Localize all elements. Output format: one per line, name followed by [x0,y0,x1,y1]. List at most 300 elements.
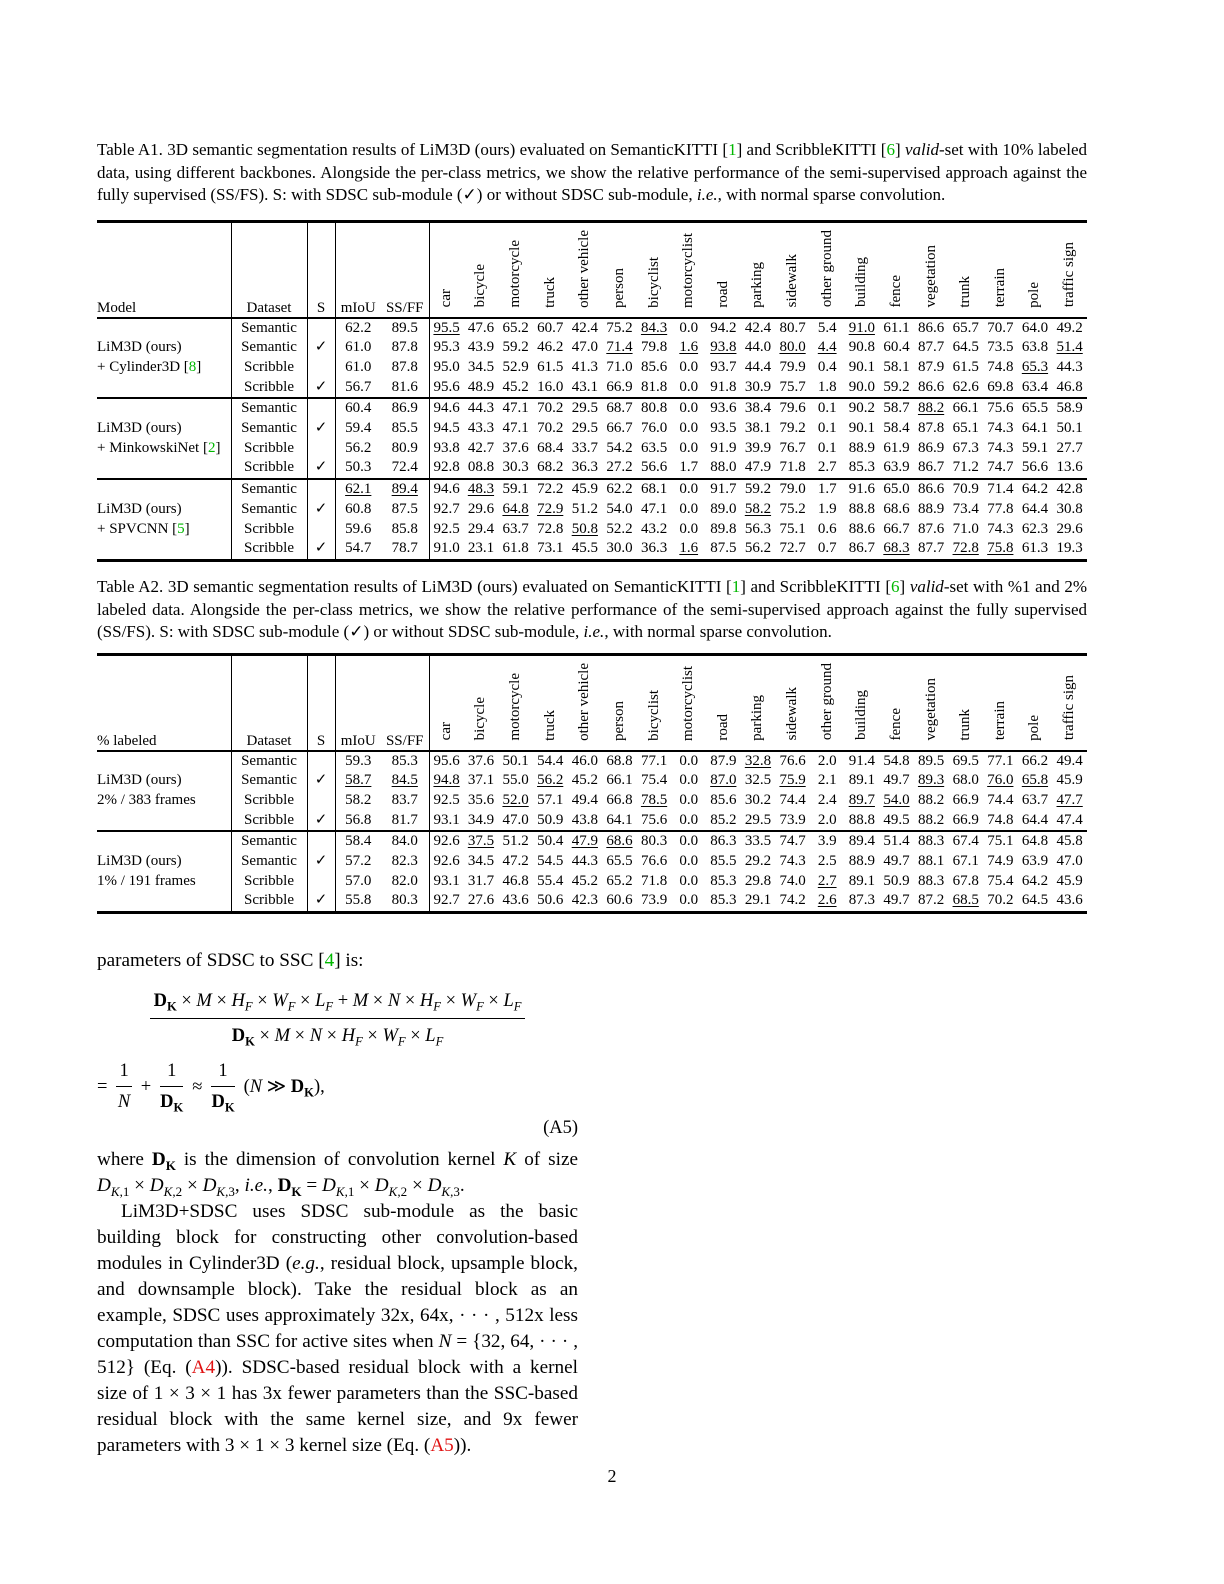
class-metric-cell: 87.3 [848,892,875,909]
sdsc-check-cell: ✓ [307,811,335,832]
class-header-sidewalk: sidewalk [775,655,810,751]
class-metric-cell: 38.1 [744,420,772,437]
class-metric-cell: 60.6 [606,892,633,909]
class-metric-cell: 64.8 [1018,831,1053,852]
class-metric-cell: 66.1 [948,398,983,419]
class-metric-cell: 38.4 [741,398,776,419]
ssff-cell: 80.3 [381,891,429,912]
class-metric-cell: 19.3 [1056,540,1083,557]
sdsc-check-cell [307,520,335,540]
class-metric-cell: 57.1 [537,791,564,808]
class-metric-cell: 61.5 [537,358,564,375]
class-header-trunk: trunk [948,222,983,318]
class-metric-cell: 71.4 [983,479,1018,500]
class-metric-cell: 0.0 [679,791,699,808]
class-metric-cell: 45.2 [571,872,598,889]
class-header-motorcycle: motorcycle [498,655,533,751]
class-metric-cell: 74.7 [775,831,810,852]
class-metric-cell: 49.5 [883,811,910,828]
class-metric-cell: 55.4 [537,872,564,889]
class-metric-cell: 44.3 [464,398,499,419]
class-metric-cell: 27.7 [1056,439,1083,456]
class-metric-cell: 74.8 [987,358,1014,375]
class-metric-cell: 76.7 [779,439,806,456]
class-metric-cell: 95.5 [429,318,464,339]
class-metric-cell: 74.2 [779,892,806,909]
sdsc-check-cell: ✓ [307,771,335,791]
class-metric-cell: 27.6 [467,892,495,909]
class-metric-cell: 47.0 [571,339,598,356]
class-metric-cell: 73.4 [952,500,979,517]
class-metric-cell: 89.1 [848,772,875,789]
ssff-cell: 85.5 [381,419,429,439]
class-metric-cell: 68.0 [952,772,979,789]
class-metric-cell: 78.5 [640,791,668,808]
col-header-ssff: SS/FF [381,222,429,318]
citation-link[interactable]: 4 [324,950,335,971]
sdsc-check-cell [307,439,335,459]
class-metric-cell: 30.2 [744,791,772,808]
equation-token: $\frac{1}{D_K}$ [160,1058,183,1115]
class-metric-cell: 47.6 [464,318,499,339]
class-metric-cell: 44.0 [744,339,772,356]
class-metric-cell: 1.7 [810,479,845,500]
class-metric-cell: 51.2 [498,831,533,852]
class-metric-cell: 66.2 [1018,751,1053,772]
class-metric-cell: 88.2 [917,811,945,828]
class-metric-cell: 2.7 [817,872,837,889]
class-metric-cell: 89.5 [914,751,949,772]
equation-a5 [97,988,578,1141]
class-metric-cell: 29.5 [744,811,772,828]
class-metric-cell: 30.3 [502,459,529,476]
class-metric-cell: 92.5 [433,791,460,808]
sdsc-check-cell: ✓ [307,891,335,912]
class-metric-cell: 68.1 [637,479,672,500]
class-metric-cell: 43.9 [467,339,495,356]
sdsc-check-cell: ✓ [307,338,335,358]
class-metric-cell: 08.8 [467,459,495,476]
class-metric-cell: 68.7 [602,398,637,419]
class-metric-cell: 0.0 [671,398,706,419]
class-metric-cell: 52.0 [502,791,529,808]
class-metric-cell: 88.9 [917,500,945,517]
class-metric-cell: 85.6 [710,791,737,808]
class-metric-cell: 94.2 [706,318,741,339]
sdsc-check-cell: ✓ [307,500,335,520]
class-metric-cell: 59.2 [502,339,529,356]
ssff-cell: 80.9 [381,439,429,459]
class-metric-cell: 49.4 [571,791,598,808]
dataset-cell: Semantic [231,831,307,852]
sdsc-check-cell: ✓ [307,378,335,399]
sdsc-check-cell [307,479,335,500]
class-metric-cell: 51.2 [571,500,598,517]
equation-token: $\frac{1}{N}$ [116,1058,131,1115]
citation-link[interactable]: 1 [731,577,741,596]
class-metric-cell: 87.9 [706,751,741,772]
class-metric-cell: 45.9 [568,479,603,500]
class-metric-cell: 49.7 [883,892,910,909]
class-metric-cell: 75.6 [640,811,668,828]
class-metric-cell: 43.2 [640,520,668,537]
class-metric-cell: 74.0 [779,872,806,889]
fraction-denominator: $D_K \times M \times N \times H_F \times W_F \times L_F$ [231,1026,444,1049]
class-metric-cell: 74.3 [987,520,1014,537]
dataset-cell: Scribble [231,358,307,378]
class-metric-cell: 50.6 [537,892,564,909]
class-metric-cell: 63.7 [502,520,529,537]
class-metric-cell: 50.9 [883,872,910,889]
class-metric-cell: 32.8 [741,751,776,772]
class-metric-cell: 1.7 [679,459,699,476]
class-metric-cell: 29.6 [1056,520,1083,537]
class-metric-cell: 66.1 [606,772,633,789]
class-metric-cell: 62.6 [952,378,979,395]
class-header-fence: fence [879,222,914,318]
class-metric-cell: 64.4 [1021,500,1049,517]
class-metric-cell: 88.2 [914,398,949,419]
row-group-label: LiM3D (ours) + Cylinder3D [8] [97,318,231,399]
class-metric-cell: 0.1 [817,420,837,437]
row-group-label: LiM3D (ours) + MinkowskiNet [2] [97,398,231,479]
class-metric-cell: 74.3 [987,439,1014,456]
class-header-traffic-sign: traffic sign [1052,655,1087,751]
citation-link[interactable]: 6 [886,140,895,159]
class-header-fence: fence [879,655,914,751]
class-metric-cell: 58.9 [1052,398,1087,419]
class-metric-cell: 56.6 [1021,459,1049,476]
class-metric-cell: 42.7 [467,439,495,456]
dataset-cell: Semantic [231,852,307,872]
class-header-terrain: terrain [983,655,1018,751]
dataset-cell: Scribble [231,378,307,399]
row-group-label: LiM3D (ours) 1% / 191 frames [97,831,231,912]
class-header-vegetation: vegetation [914,222,949,318]
class-metric-cell: 70.2 [537,420,564,437]
class-metric-cell: 36.3 [640,540,668,557]
class-metric-cell: 68.3 [883,540,910,557]
class-metric-cell: 91.0 [845,318,880,339]
class-header-parking: parking [741,222,776,318]
class-metric-cell: 30.8 [1056,500,1083,517]
equation-label: (A5) [543,1118,578,1138]
miou-cell: 55.8 [345,892,372,909]
class-metric-cell: 87.2 [917,892,945,909]
class-metric-cell: 45.9 [1056,872,1083,889]
dataset-cell: Scribble [231,539,307,560]
class-metric-cell: 75.6 [983,398,1018,419]
class-metric-cell: 80.7 [775,318,810,339]
class-metric-cell: 13.6 [1056,459,1083,476]
citation-link[interactable]: 6 [891,577,900,596]
class-header-motorcycle: motorcycle [498,222,533,318]
ssff-cell: 84.5 [381,771,429,791]
class-metric-cell: 88.1 [917,853,945,870]
col-header-s: S [307,222,335,318]
class-metric-cell: 79.6 [775,398,810,419]
miou-cell: 59.4 [345,420,372,437]
class-metric-cell: 75.7 [779,378,806,395]
class-header-bicycle: bicycle [464,222,499,318]
class-metric-cell: 0.0 [679,892,699,909]
class-metric-cell: 75.4 [987,872,1014,889]
class-metric-cell: 91.9 [710,439,737,456]
paragraph-main: LiM3D+SDSC uses SDSC sub-module as the basic building block for constructing other convolution-based modules in Cylinder3D (e.g., residual block, upsample block, and downsample block). Take the residual block as an example, SDSC uses approximately 32x, 64x, · · · , 512x less computation than SSC for active sites when N = {32, 64, · · · , 512} (Eq. (A4)). SDSC-based residual block with a kernel size of 1 × 3 × 1 has 3x fewer parameters than the SSC-based residual block with the same kernel size, and 9x fewer parameters with 3 × 1 × 3 kernel size (Eq. (A5)). [97,1201,578,1456]
class-metric-cell: 47.0 [1056,853,1083,870]
class-metric-cell: 75.1 [779,520,806,537]
class-metric-cell: 85.3 [710,892,737,909]
class-metric-cell: 43.6 [1056,892,1083,909]
class-metric-cell: 64.8 [502,500,529,517]
class-metric-cell: 1.6 [679,540,699,557]
class-metric-cell: 65.7 [948,318,983,339]
class-metric-cell: 80.3 [637,831,672,852]
class-header-motorcyclist: motorcyclist [671,655,706,751]
page-number: 2 [607,1466,617,1486]
class-metric-cell: 92.7 [433,500,460,517]
miou-cell: 50.3 [345,459,372,476]
class-metric-cell: 2.7 [817,459,837,476]
class-metric-cell: 95.6 [433,378,460,395]
class-metric-cell: 45.8 [1052,831,1087,852]
class-metric-cell: 94.5 [433,420,460,437]
class-metric-cell: 91.4 [845,751,880,772]
class-metric-cell: 54.5 [537,853,564,870]
class-metric-cell: 23.1 [467,540,495,557]
class-metric-cell: 0.0 [679,420,699,437]
row-group-label: LiM3D (ours) + SPVCNN [5] [97,479,231,560]
fraction [150,988,526,1049]
citation-link[interactable]: 5 [177,520,185,537]
class-metric-cell: 79.9 [779,358,806,375]
ssff-cell: 85.3 [381,751,429,772]
miou-cell: 58.7 [345,772,372,789]
equation-ref-link[interactable]: A4 [191,1357,216,1378]
class-metric-cell: 77.8 [987,500,1014,517]
class-header-car: car [429,655,464,751]
class-metric-cell: 92.7 [433,892,460,909]
class-metric-cell: 89.8 [710,520,737,537]
class-metric-cell: 72.7 [779,540,806,557]
class-metric-cell: 59.1 [498,479,533,500]
class-metric-cell: 72.9 [537,500,564,517]
class-metric-cell: 94.6 [429,398,464,419]
class-metric-cell: 73.5 [987,339,1014,356]
dataset-cell: Scribble [231,811,307,832]
class-header-traffic-sign: traffic sign [1052,222,1087,318]
col-header-miou: mIoU [335,222,381,318]
class-metric-cell: 67.4 [948,831,983,852]
class-metric-cell: 29.6 [467,500,495,517]
class-metric-cell: 2.6 [817,892,837,909]
paragraph-where: where $D_K$ is the dimension of convolution kernel K of size $D_{K,1} \times D_{K,2} \times D_{K,3}$, i.e., $D_K = D_{K,1} \times D_{K,2} \times D_{K,3}$. [97,1149,578,1199]
class-metric-cell: 0.7 [817,540,837,557]
miou-cell: 62.2 [335,318,381,339]
class-metric-cell: 88.6 [848,520,875,537]
class-metric-cell: 42.4 [568,318,603,339]
col-header-miou: mIoU [335,655,381,751]
citation-link[interactable]: 8 [188,358,197,375]
body-text-column [97,948,578,1459]
class-header-person: person [602,655,637,751]
class-metric-cell: 86.9 [917,439,945,456]
class-metric-cell: 88.9 [848,853,875,870]
miou-cell: 54.7 [345,540,372,557]
class-header-building: building [845,222,880,318]
row-group-label: LiM3D (ours) 2% / 383 frames [97,751,231,832]
class-metric-cell: 1.9 [817,500,837,517]
class-metric-cell: 2.4 [817,791,837,808]
fraction-numerator: $D_K \times M \times H_F \times W_F \times L_F + M \times N \times H_F \times W_F \times L_F$ [150,988,526,1019]
class-metric-cell: 86.6 [917,378,945,395]
class-metric-cell: 0.0 [671,318,706,339]
class-metric-cell: 2.5 [817,853,837,870]
class-header-person: person [602,222,637,318]
class-metric-cell: 92.6 [433,853,460,870]
class-metric-cell: 90.0 [848,378,875,395]
class-metric-cell: 64.2 [1021,872,1049,889]
class-metric-cell: 64.5 [1021,892,1049,909]
dataset-cell: Semantic [231,479,307,500]
class-metric-cell: 29.2 [744,853,772,870]
class-metric-cell: 67.3 [952,439,979,456]
class-metric-cell: 2.0 [817,811,837,828]
class-metric-cell: 89.1 [848,872,875,889]
class-metric-cell: 73.9 [779,811,806,828]
class-metric-cell: 64.4 [1021,811,1049,828]
sdsc-check-cell [307,318,335,339]
class-metric-cell: 74.3 [779,853,806,870]
class-metric-cell: 95.3 [433,339,460,356]
class-metric-cell: 59.2 [741,479,776,500]
col-header-dataset: Dataset [231,222,307,318]
class-metric-cell: 34.5 [467,358,495,375]
ssff-cell: 81.6 [381,378,429,399]
class-metric-cell: 71.4 [606,339,633,356]
class-metric-cell: 0.0 [679,772,699,789]
class-metric-cell: 71.8 [779,459,806,476]
class-metric-cell: 91.0 [433,540,460,557]
class-metric-cell: 67.1 [952,853,979,870]
class-metric-cell: 56.2 [537,772,564,789]
class-metric-cell: 66.7 [606,420,633,437]
miou-cell: 58.2 [345,791,372,808]
class-metric-cell: 71.0 [952,520,979,537]
class-metric-cell: 79.0 [775,479,810,500]
miou-cell: 59.6 [345,520,372,537]
ssff-cell: 82.3 [381,852,429,872]
class-header-road: road [706,222,741,318]
class-header-pole: pole [1018,222,1053,318]
class-metric-cell: 0.0 [671,479,706,500]
dataset-cell: Semantic [231,318,307,339]
ssff-cell: 81.7 [381,811,429,832]
class-metric-cell: 34.9 [467,811,495,828]
class-metric-cell: 55.0 [502,772,529,789]
equation-token: $\frac{1}{D_K}$ [211,1058,234,1115]
ssff-cell: 89.4 [381,479,429,500]
class-metric-cell: 93.8 [710,339,737,356]
class-metric-cell: 91.7 [706,479,741,500]
class-metric-cell: 87.5 [710,540,737,557]
class-header-other-ground: other ground [810,655,845,751]
class-metric-cell: 88.9 [848,439,875,456]
sdsc-check-cell [307,398,335,419]
class-metric-cell: 1.8 [817,378,837,395]
class-metric-cell: 65.1 [952,420,979,437]
citation-link[interactable]: 2 [207,439,216,456]
class-metric-cell: 0.0 [679,358,699,375]
citation-link[interactable]: 1 [728,140,737,159]
class-metric-cell: 80.0 [779,339,806,356]
class-metric-cell: 0.4 [817,358,837,375]
dataset-cell: Semantic [231,398,307,419]
miou-cell: 59.3 [335,751,381,772]
class-metric-cell: 49.7 [883,772,910,789]
class-metric-cell: 73.9 [640,892,668,909]
class-metric-cell: 49.4 [1052,751,1087,772]
class-metric-cell: 85.6 [640,358,668,375]
miou-cell: 56.8 [345,811,372,828]
class-header-motorcyclist: motorcyclist [671,222,706,318]
class-metric-cell: 74.4 [987,791,1014,808]
class-metric-cell: 91.6 [845,479,880,500]
class-metric-cell: 89.4 [845,831,880,852]
class-metric-cell: 76.6 [775,751,810,772]
class-header-parking: parking [741,655,776,751]
equation-ref-link[interactable]: A5 [430,1435,454,1456]
miou-cell: 56.2 [345,439,372,456]
class-metric-cell: 90.1 [848,420,875,437]
ssff-cell: 89.5 [381,318,429,339]
class-metric-cell: 70.9 [948,479,983,500]
class-metric-cell: 63.9 [883,459,910,476]
class-metric-cell: 61.8 [502,540,529,557]
ssff-cell: 84.0 [381,831,429,852]
class-metric-cell: 0.1 [810,398,845,419]
class-metric-cell: 34.5 [467,853,495,870]
class-metric-cell: 93.5 [710,420,737,437]
class-metric-cell: 31.7 [467,872,495,889]
class-metric-cell: 47.1 [498,398,533,419]
class-metric-cell: 64.1 [1021,420,1049,437]
class-metric-cell: 85.5 [710,853,737,870]
class-metric-cell: 71.0 [606,358,633,375]
class-metric-cell: 63.4 [1021,378,1049,395]
class-metric-cell: 76.6 [640,853,668,870]
class-metric-cell: 39.9 [744,439,772,456]
class-metric-cell: 77.1 [637,751,672,772]
class-metric-cell: 52.2 [606,520,633,537]
class-metric-cell: 44.3 [571,853,598,870]
class-metric-cell: 68.8 [602,751,637,772]
class-header-other-vehicle: other vehicle [568,655,603,751]
miou-cell: 60.8 [345,500,372,517]
class-metric-cell: 89.7 [848,791,875,808]
class-metric-cell: 61.3 [1021,540,1049,557]
class-metric-cell: 35.6 [467,791,495,808]
class-metric-cell: 74.7 [987,459,1014,476]
class-metric-cell: 0.0 [671,751,706,772]
equation-token: (N ≫ $D_K$), [243,1076,325,1100]
class-metric-cell: 79.2 [779,420,806,437]
class-metric-cell: 47.9 [568,831,603,852]
class-metric-cell: 51.4 [1056,339,1083,356]
dataset-cell: Scribble [231,791,307,811]
class-metric-cell: 51.4 [879,831,914,852]
class-metric-cell: 70.2 [987,892,1014,909]
